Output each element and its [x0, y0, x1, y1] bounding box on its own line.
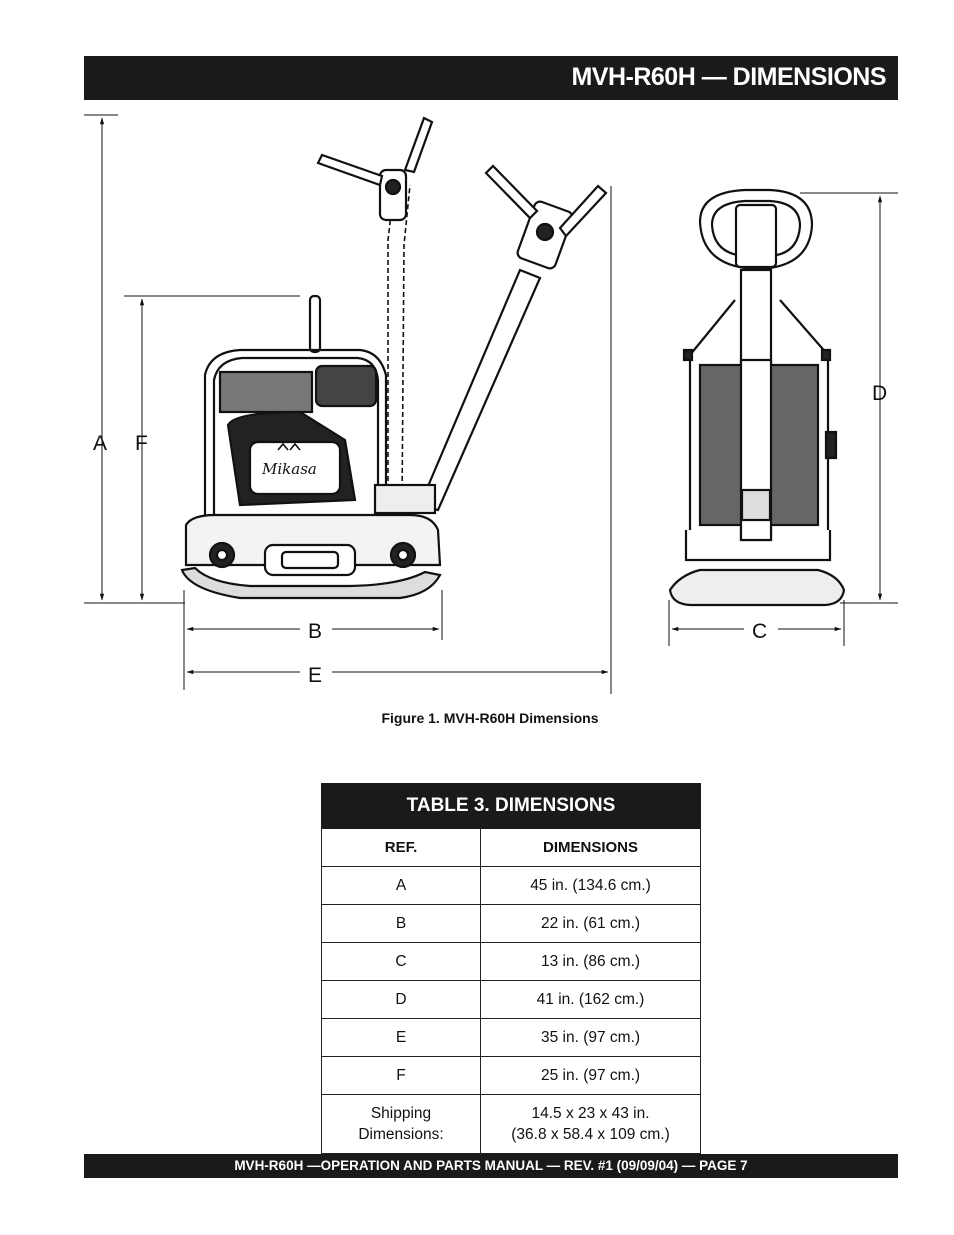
label-d: D: [872, 382, 888, 405]
column-header-ref: REF.: [322, 829, 481, 867]
ref-cell: C: [322, 943, 481, 981]
label-e: E: [308, 664, 323, 687]
ref-cell: F: [322, 1057, 481, 1095]
dimension-cell: 25 in. (97 cm.): [481, 1057, 701, 1095]
dimensions-drawing: [0, 100, 954, 700]
table-row: [322, 867, 701, 905]
label-b: B: [308, 620, 323, 643]
dimensions-table: [321, 783, 701, 1154]
table-title: TABLE 3. DIMENSIONS: [322, 784, 701, 829]
dimensions-figure: [0, 100, 954, 700]
table-row-shipping: [322, 1095, 701, 1154]
page-footer: MVH-R60H —OPERATION AND PARTS MANUAL — REV. #1 (09/09/04) — PAGE 7: [84, 1154, 898, 1178]
table-header-row: [322, 829, 701, 867]
shipping-ref-cell: Shipping Dimensions:: [322, 1095, 481, 1154]
dimension-cell: 45 in. (134.6 cm.): [481, 867, 701, 905]
figure-caption: Figure 1. MVH-R60H Dimensions: [381, 710, 599, 726]
table-title-row: [322, 784, 701, 829]
table-row: [322, 943, 701, 981]
compactor-front-view: [670, 190, 844, 605]
label-f: F: [135, 432, 148, 455]
label-a: A: [93, 432, 108, 455]
compactor-side-view: [182, 118, 606, 598]
ref-cell: B: [322, 905, 481, 943]
dimension-cell: 22 in. (61 cm.): [481, 905, 701, 943]
table-row: [322, 1057, 701, 1095]
dimension-cell: 41 in. (162 cm.): [481, 981, 701, 1019]
table-row: [322, 1019, 701, 1057]
label-c: C: [752, 620, 768, 643]
shipping-dimension-cell: 14.5 x 23 x 43 in. (36.8 x 58.4 x 109 cm.): [481, 1095, 701, 1154]
ref-cell: E: [322, 1019, 481, 1057]
title-bar: [84, 56, 898, 100]
page-title: MVH-R60H — DIMENSIONS: [571, 63, 886, 91]
ref-cell: A: [322, 867, 481, 905]
dimension-cell: 35 in. (97 cm.): [481, 1019, 701, 1057]
ref-cell: D: [322, 981, 481, 1019]
dimension-cell: 13 in. (86 cm.): [481, 943, 701, 981]
table-row: [322, 981, 701, 1019]
column-header-dimensions: DIMENSIONS: [481, 829, 701, 867]
brand-logo: Mikasa: [262, 460, 317, 478]
table-row: [322, 905, 701, 943]
